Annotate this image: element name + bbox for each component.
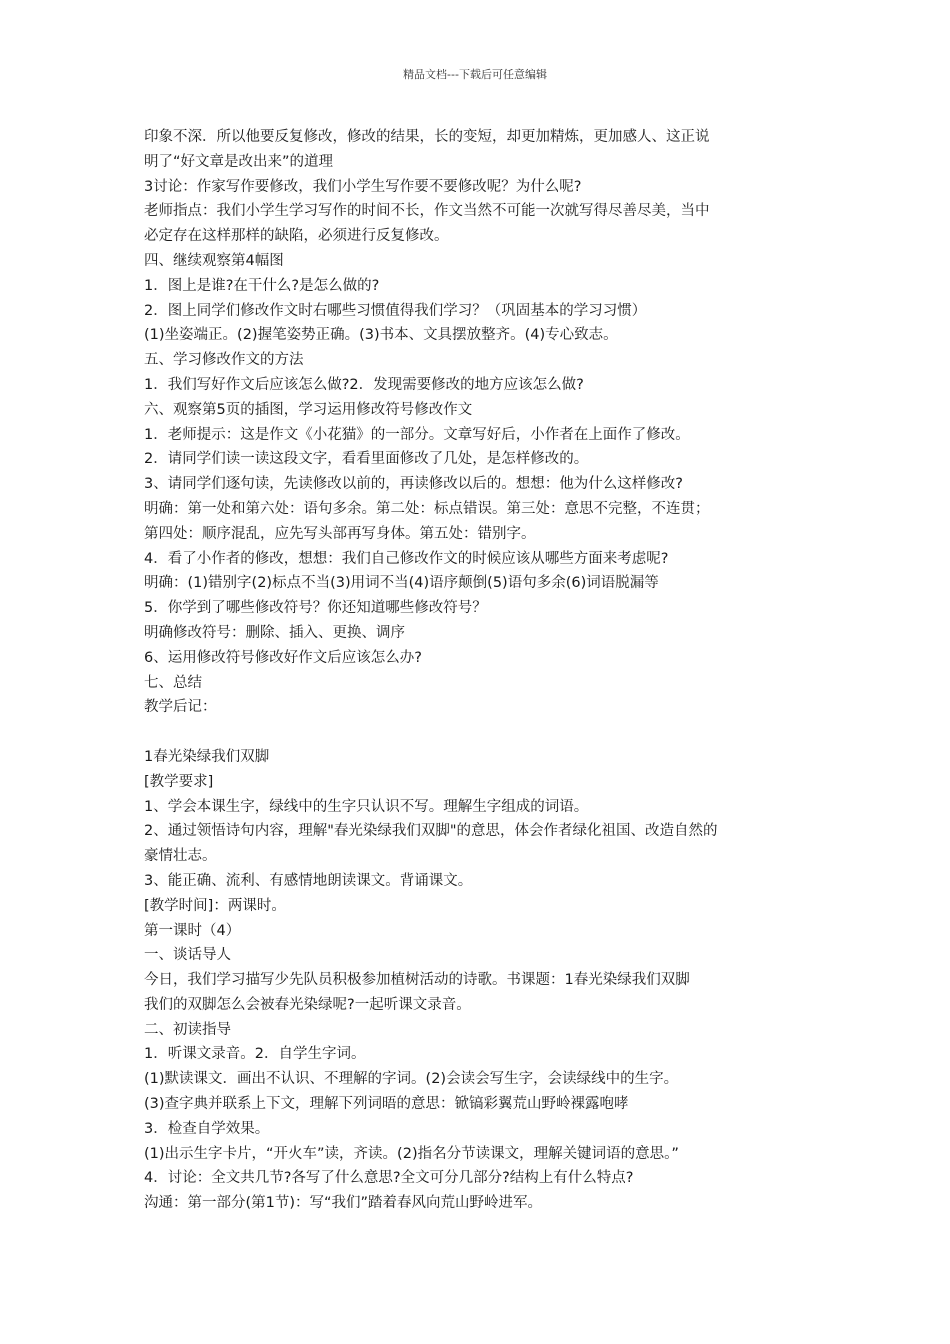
text-line: 我们的双脚怎么会被春光染绿呢?一起听课文录音。 [144,996,471,1013]
text-line: 1春光染绿我们双脚 [144,748,270,765]
text-line: 1．老师提示：这是作文《小花猫》的一部分。文章写好后，小作者在上面作了修改。 [144,426,690,443]
text-line: 明了“好文章是改出来”的道理 [144,153,334,170]
text-line: 2．请同学们读一读这段文字，看看里面修改了几处，是怎样修改的。 [144,451,589,468]
text-line: 老师指点：我们小学生学习写作的时间不长，作文当然不可能一次就写得尽善尽美，当中 [144,203,710,220]
text-line: 印象不深．所以他要反复修改，修改的结果，长的变短，却更加精炼，更加感人、这正说 [144,129,710,145]
text-line: 四、继续观察第4幅图 [144,252,284,269]
text-line: 明确：第一处和第六处：语句多余。第二处：标点错误。第三处：意思不完整，不连贯； [144,500,710,517]
text-line: 豪情壮志。 [144,848,217,865]
text-line: (1)出示生字卡片，“开火车”读，齐读。(2)指名分节读课文，理解关键词语的意思。” [144,1145,679,1162]
text-line: 明确：(1)错别字(2)标点不当(3)用词不当(4)语序颠倒(5)语句多余(6)词语脱漏等 [144,575,659,592]
text-line: 3、能正确、流利、有感情地朗读课文。背诵课文。 [144,872,473,889]
text-line: 6、运用修改符号修改好作文后应该怎么办? [144,649,422,666]
text-line: 5．你学到了哪些修改符号？你还知道哪些修改符号？ [144,600,487,617]
text-line: 明确修改符号：删除、插入、更换、调序 [144,624,405,641]
document-body [144,125,814,1216]
text-line: 1、学会本课生字，绿线中的生字只认识不写。理解生字组成的词语。 [144,798,589,815]
text-line: 2、通过领悟诗句内容，理解"春光染绿我们双脚"的意思，体会作者绿化祖国、改造自然的 [144,823,718,840]
text-line: 第四处：顺序混乱，应先写头部再写身体。第五处：错别字。 [144,525,536,542]
text-line: [教学时间]：两课时。 [144,897,286,914]
text-line: 六、观察第5页的插图，学习运用修改符号修改作文 [144,401,473,418]
text-line: (3)查字典并联系上下文，理解下列词晤的意思：锨镐彩翼荒山野岭裸露咆哮 [144,1096,629,1113]
text-line: 今日，我们学习描写少先队员积极参加植树活动的诗歌。书课题：1春光染绿我们双脚 [144,972,690,989]
text-line: 3、请同学们逐句读，先读修改以前的，再读修改以后的。想想：他为什么这样修改? [144,476,683,493]
text-line: 1．图上是谁?在干什么?是怎么做的? [144,277,380,294]
text-line: 一、谈话导人 [144,947,231,964]
text-line: 二、初读指导 [144,1021,231,1038]
page-header: 精品文档---下载后可任意编辑 [403,68,547,81]
text-line: 2．图上同学们修改作文时右哪些习惯值得我们学习？（巩固基本的学习习惯） [144,302,647,319]
text-line: 必定存在这样那样的缺陷，必须进行反复修改。 [144,228,449,245]
text-line: (1)默读课文．画出不认识、不理解的字词。(2)会读会写生字，会读绿线中的生字。 [144,1071,679,1088]
text-line: 七、总结 [144,674,202,691]
text-line: 3．检查自学效果。 [144,1120,270,1137]
text-line: 4．看了小作者的修改，想想：我们自己修改作文的时候应该从哪些方面来考虑呢? [144,550,669,567]
text-line: 3讨论：作家写作要修改，我们小学生写作要不要修改呢？为什么呢? [144,178,582,195]
text-line: 沟通：第一部分(第1节)：写“我们”踏着春风向荒山野岭进军。 [144,1195,543,1212]
blank-line [144,720,814,745]
text-line: 第一课时（4） [144,922,241,939]
text-line: 五、学习修改作文的方法 [144,352,304,369]
text-line: 1．听课文录音。2．自学生字词。 [144,1046,366,1063]
text-line: [教学要求] [144,773,214,790]
text-line: (1)坐姿端正。(2)握笔姿势正确。(3)书本、文具摆放整齐。(4)专心致志。 [144,327,618,344]
text-line: 4．讨论：全文共几节?各写了什么意思?全文可分几部分?结构上有什么特点? [144,1170,634,1187]
text-line: 教学后记： [144,699,217,716]
text-line: 1．我们写好作文后应该怎么做?2．发现需要修改的地方应该怎么做? [144,376,584,393]
